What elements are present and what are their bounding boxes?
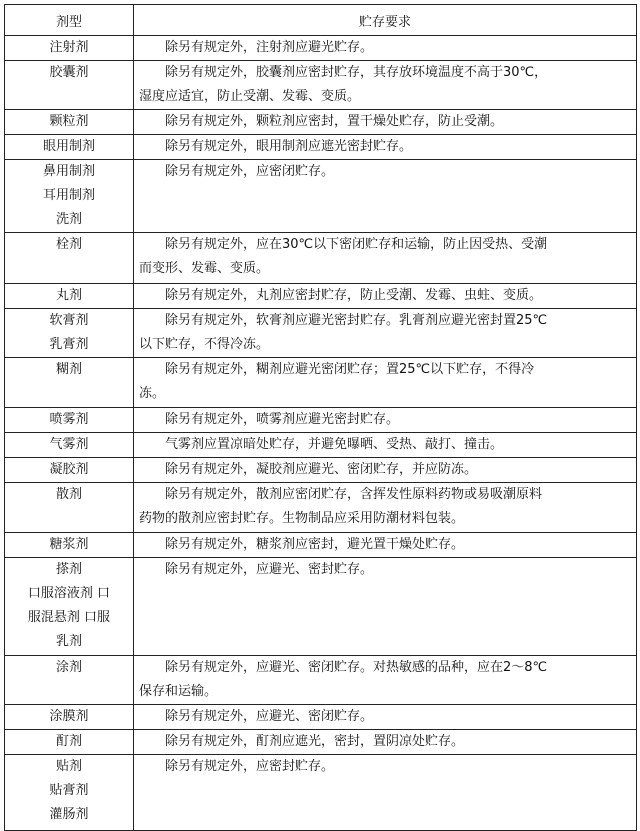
storage-requirement-text: 保存和运输。 — [139, 684, 218, 699]
dosage-form-cell — [5, 433, 134, 458]
table-row — [5, 483, 637, 533]
dosage-form-name: 糊剂 — [55, 362, 82, 377]
table-row — [5, 358, 637, 408]
dosage-form-name: 贴膏剂 — [49, 783, 89, 798]
storage-requirement-cell — [134, 755, 637, 831]
dosage-form-cell — [5, 61, 134, 110]
storage-requirement-text: 除另有规定外，散剂应密闭贮存，含挥发性原料药物或易吸潮原料 — [165, 487, 543, 502]
dosage-form-cell — [5, 284, 134, 309]
dosage-form-name: 眼用制剂 — [42, 139, 95, 154]
storage-requirement-text: 除另有规定外，糖浆剂应密封，避光置干燥处贮存。 — [165, 537, 465, 552]
dosage-form-name: 涂剂 — [55, 660, 82, 675]
storage-requirement-text: 除另有规定外，软膏剂应避光密封贮存。乳膏剂应避光密封置25℃ — [165, 313, 548, 328]
dosage-form-name: 乳膏剂 — [49, 337, 89, 352]
storage-requirement-text: 除另有规定外，应避光、密封贮存。 — [165, 562, 374, 577]
table-row — [5, 284, 637, 309]
dosage-form-cell — [5, 36, 134, 61]
storage-requirement-cell — [134, 730, 637, 755]
dosage-form-cell — [5, 558, 134, 656]
dosage-form-cell — [5, 533, 134, 558]
table-row — [5, 458, 637, 483]
header-dosage-form: 剂型 — [5, 5, 134, 36]
dosage-form-name: 耳用制剂 — [42, 188, 95, 203]
storage-requirement-cell — [134, 309, 637, 358]
dosage-form-cell — [5, 656, 134, 705]
dosage-form-name: 气雾剂 — [49, 437, 89, 452]
dosage-form-name: 酊剂 — [55, 734, 82, 749]
storage-requirement-text: 除另有规定外，凝胶剂应避光、密闭贮存，并应防冻。 — [165, 462, 478, 477]
storage-requirements-table — [4, 4, 637, 831]
dosage-form-name: 涂膜剂 — [49, 709, 89, 724]
storage-requirement-cell — [134, 533, 637, 558]
dosage-form-name: 搽剂 — [55, 562, 82, 577]
storage-requirement-text: 除另有规定外，注射剂应避光贮存。 — [165, 40, 374, 55]
storage-requirement-text: 气雾剂应置凉暗处贮存，并避免曝晒、受热、敲打、撞击。 — [165, 437, 504, 452]
table-row — [5, 558, 637, 656]
storage-requirement-text: 除另有规定外，酊剂应遮光，密封，置阴凉处贮存。 — [165, 734, 465, 749]
dosage-form-name: 胶囊剂 — [49, 65, 89, 80]
dosage-form-name: 灌肠剂 — [49, 807, 89, 822]
storage-requirement-cell — [134, 408, 637, 433]
table-row — [5, 408, 637, 433]
table-row — [5, 755, 637, 831]
table-row — [5, 233, 637, 284]
storage-requirement-cell — [134, 233, 637, 284]
storage-requirement-cell — [134, 483, 637, 533]
dosage-form-name: 乳剂 — [55, 634, 82, 649]
storage-requirement-cell — [134, 458, 637, 483]
table-row — [5, 705, 637, 730]
storage-requirement-text: 除另有规定外，丸剂应密封贮存，防止受潮、发霉、虫蛀、变质。 — [165, 288, 543, 303]
storage-requirement-cell — [134, 656, 637, 705]
dosage-form-name: 贴剂 — [55, 759, 82, 774]
storage-requirement-text: 除另有规定外，应避光、密闭贮存。 — [165, 709, 374, 724]
storage-requirement-text: 除另有规定外，颗粒剂应密封，置干燥处贮存，防止受潮。 — [165, 114, 504, 129]
table-header-row — [5, 5, 637, 36]
dosage-form-cell — [5, 730, 134, 755]
dosage-form-name: 鼻用制剂 — [42, 164, 95, 179]
table-row — [5, 36, 637, 61]
storage-requirement-text: 除另有规定外，应避光、密闭贮存。对热敏感的品种，应在2～8℃ — [165, 660, 548, 675]
table-body — [5, 36, 637, 831]
table-row — [5, 110, 637, 135]
dosage-form-name: 颗粒剂 — [49, 114, 89, 129]
dosage-form-cell — [5, 408, 134, 433]
header-storage-requirement: 贮存要求 — [134, 5, 637, 36]
storage-requirement-text: 除另有规定外，喷雾剂应避光密封贮存。 — [165, 412, 400, 427]
storage-requirement-text: 以下贮存，不得冷冻。 — [139, 337, 270, 352]
dosage-form-name: 软膏剂 — [49, 313, 89, 328]
storage-requirement-text: 而变形、发霉、变质。 — [139, 261, 270, 276]
storage-requirement-cell — [134, 558, 637, 656]
dosage-form-name: 凝胶剂 — [49, 462, 89, 477]
table-row — [5, 160, 637, 233]
dosage-form-cell — [5, 135, 134, 160]
storage-requirement-cell — [134, 433, 637, 458]
dosage-form-cell — [5, 755, 134, 831]
dosage-form-name: 栓剂 — [55, 237, 82, 252]
storage-requirement-text: 除另有规定外，糊剂应避光密闭贮存；置25℃以下贮存，不得冷 — [165, 362, 535, 377]
dosage-form-name: 散剂 — [55, 487, 82, 502]
storage-requirement-text: 冻。 — [139, 386, 166, 401]
table-row — [5, 61, 637, 110]
table-row — [5, 656, 637, 705]
table-row — [5, 533, 637, 558]
dosage-form-cell — [5, 233, 134, 284]
dosage-form-name: 洗剂 — [55, 212, 82, 227]
storage-requirement-text: 除另有规定外，应在30℃以下密闭贮存和运输，防止因受热、受潮 — [165, 237, 548, 252]
storage-requirement-cell — [134, 705, 637, 730]
storage-requirement-text: 药物的散剂应密封贮存。生物制品应采用防潮材料包装。 — [139, 511, 465, 526]
storage-requirement-text: 除另有规定外，应密闭贮存。 — [165, 164, 335, 179]
storage-requirement-text: 除另有规定外，眼用制剂应遮光密封贮存。 — [165, 139, 413, 154]
storage-requirement-text: 除另有规定外，胶囊剂应密封贮存，其存放环境温度不高于30℃， — [165, 65, 548, 80]
table-row — [5, 135, 637, 160]
table-row — [5, 309, 637, 358]
dosage-form-cell — [5, 358, 134, 408]
dosage-form-name: 注射剂 — [49, 40, 89, 55]
storage-requirement-cell — [134, 110, 637, 135]
dosage-form-name: 丸剂 — [55, 288, 82, 303]
table-row — [5, 730, 637, 755]
storage-requirement-cell — [134, 135, 637, 160]
dosage-form-name: 口服溶液剂 口 — [27, 586, 111, 601]
dosage-form-name: 服混悬剂 口服 — [27, 610, 111, 625]
storage-requirement-cell — [134, 160, 637, 233]
dosage-form-cell — [5, 110, 134, 135]
storage-requirement-cell — [134, 61, 637, 110]
dosage-form-cell — [5, 705, 134, 730]
storage-requirement-text: 除另有规定外，应密封贮存。 — [165, 759, 335, 774]
storage-requirement-text: 湿度应适宜，防止受潮、发霉、变质。 — [139, 89, 361, 104]
dosage-form-cell — [5, 483, 134, 533]
dosage-form-cell — [5, 160, 134, 233]
dosage-form-name: 喷雾剂 — [49, 412, 89, 427]
storage-requirement-cell — [134, 284, 637, 309]
table-row — [5, 433, 637, 458]
dosage-form-name: 糖浆剂 — [49, 537, 89, 552]
dosage-form-cell — [5, 309, 134, 358]
storage-requirement-cell — [134, 358, 637, 408]
dosage-form-cell — [5, 458, 134, 483]
storage-requirement-cell — [134, 36, 637, 61]
